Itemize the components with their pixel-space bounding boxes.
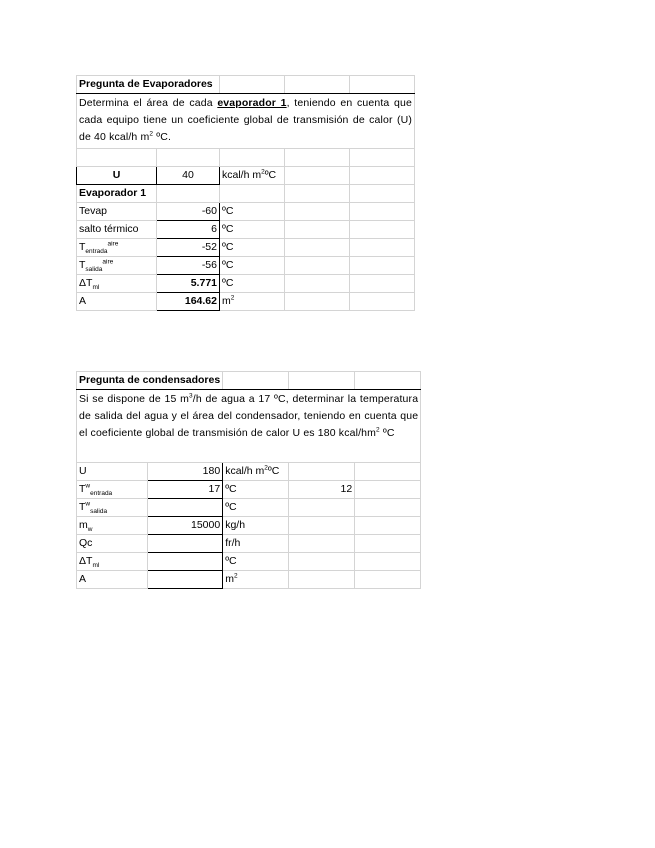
condensadores-table: [76, 371, 421, 589]
row-label: Tevap: [77, 203, 157, 221]
row-extra[interactable]: [289, 463, 355, 481]
cell[interactable]: [157, 149, 220, 167]
evap-row: [77, 275, 415, 293]
u-label: U: [77, 167, 157, 185]
cell[interactable]: [289, 372, 355, 390]
evaporadores-question: Determina el área de cada evaporador 1, teniendo en cuenta que cada equipo tiene un coeficiente global de transmisión de calor (U) de 40 kcal/h $m^2$ ºC.: [77, 94, 415, 149]
row-label: A: [77, 571, 148, 589]
row-value[interactable]: [148, 553, 223, 571]
cell[interactable]: [285, 293, 350, 311]
cell[interactable]: [350, 257, 415, 275]
cell[interactable]: [350, 149, 415, 167]
cell[interactable]: [285, 185, 350, 203]
u-unit: kcal/h $m^2ºC$: [220, 167, 285, 185]
row-label: $\Delta T_{ml}$: [77, 275, 157, 293]
cond-row: [77, 463, 421, 481]
cell[interactable]: [350, 221, 415, 239]
row-value[interactable]: [148, 535, 223, 553]
u-value[interactable]: 40: [157, 167, 220, 185]
row-label: Qc: [77, 535, 148, 553]
row-value[interactable]: -60: [157, 203, 220, 221]
cell[interactable]: [350, 185, 415, 203]
row-unit: ºC: [220, 275, 285, 293]
row-unit: ºC: [220, 239, 285, 257]
cond-row: [77, 553, 421, 571]
row-value[interactable]: 17: [148, 481, 223, 499]
row-label: $\Delta T_{ml}$: [77, 553, 148, 571]
cell[interactable]: [355, 463, 421, 481]
cell[interactable]: [285, 275, 350, 293]
cell[interactable]: [350, 203, 415, 221]
row-label: A: [77, 293, 157, 311]
row-label: $m_w$: [77, 517, 148, 535]
row-value[interactable]: 180: [148, 463, 223, 481]
row-extra[interactable]: [289, 535, 355, 553]
row-value[interactable]: [148, 499, 223, 517]
row-value[interactable]: 6: [157, 221, 220, 239]
row-value[interactable]: -52: [157, 239, 220, 257]
row-value[interactable]: -56: [157, 257, 220, 275]
row-extra[interactable]: 12: [289, 481, 355, 499]
row-label: U: [77, 463, 148, 481]
row-extra[interactable]: [289, 499, 355, 517]
row-label: $T_{entrada}^{aire}$: [77, 239, 157, 257]
cell[interactable]: [157, 185, 220, 203]
cell[interactable]: [350, 275, 415, 293]
cond-row: [77, 517, 421, 535]
cell[interactable]: [355, 517, 421, 535]
row-unit: ºC: [223, 499, 289, 517]
cell[interactable]: [350, 239, 415, 257]
row-unit: ºC: [220, 221, 285, 239]
cond-row: [77, 535, 421, 553]
cell[interactable]: [285, 203, 350, 221]
evap-row: [77, 293, 415, 311]
cell[interactable]: [355, 481, 421, 499]
cell[interactable]: [355, 372, 421, 390]
cell[interactable]: [355, 571, 421, 589]
cell[interactable]: [285, 149, 350, 167]
row-label: $T^w_{salida}$: [77, 499, 148, 517]
cell[interactable]: [285, 221, 350, 239]
cell[interactable]: [350, 76, 415, 94]
condensadores-sheet: [76, 371, 421, 589]
row-label: $T^w_{entrada}$: [77, 481, 148, 499]
row-unit: ºC: [223, 553, 289, 571]
row-unit: $m^2$: [223, 571, 289, 589]
cell[interactable]: [285, 76, 350, 94]
cell[interactable]: [223, 372, 289, 390]
row-value[interactable]: 164.62: [157, 293, 220, 311]
row-unit: fr/h: [223, 535, 289, 553]
row-extra[interactable]: [289, 517, 355, 535]
cell[interactable]: [355, 553, 421, 571]
row-unit: ºC: [220, 203, 285, 221]
cond-row: [77, 481, 421, 499]
evaporadores-table: [76, 75, 415, 311]
evap-row: [77, 257, 415, 275]
evap-row: [77, 239, 415, 257]
cell[interactable]: [220, 185, 285, 203]
cell[interactable]: [285, 239, 350, 257]
cond-row: [77, 499, 421, 517]
cell[interactable]: [350, 167, 415, 185]
row-unit: ºC: [220, 257, 285, 275]
row-extra[interactable]: [289, 571, 355, 589]
cell[interactable]: [285, 257, 350, 275]
cell[interactable]: [220, 149, 285, 167]
row-unit: $m^2$: [220, 293, 285, 311]
row-unit: kg/h: [223, 517, 289, 535]
evaporadores-sheet: [76, 75, 415, 311]
row-value[interactable]: 5.771: [157, 275, 220, 293]
row-extra[interactable]: [289, 553, 355, 571]
row-value[interactable]: [148, 571, 223, 589]
row-unit: kcal/h $m^2ºC$: [223, 463, 289, 481]
condensadores-title: Pregunta de condensadores: [77, 372, 223, 390]
evaporadores-title: Pregunta de Evaporadores: [77, 76, 220, 94]
row-label: salto térmico: [77, 221, 157, 239]
condensadores-question: Si se dispone de 15 $m^3/h$ de agua a 17 ºC, determinar la temperatura de salida del agua y el área del condensador, teniendo en cuenta que el coeficiente global de transmisión de calor U es 180 kcal/$hm^2$ ºC: [77, 390, 421, 463]
evap-row: [77, 221, 415, 239]
section-label: Evaporador 1: [77, 185, 157, 203]
cell[interactable]: [77, 149, 157, 167]
row-unit: ºC: [223, 481, 289, 499]
cell[interactable]: [285, 167, 350, 185]
cell[interactable]: [355, 535, 421, 553]
cell[interactable]: [355, 499, 421, 517]
row-label: $T_{salida}^{aire}$: [77, 257, 157, 275]
cell[interactable]: [220, 76, 285, 94]
evap-row: [77, 203, 415, 221]
row-value[interactable]: 15000: [148, 517, 223, 535]
cell[interactable]: [350, 293, 415, 311]
cond-row: [77, 571, 421, 589]
